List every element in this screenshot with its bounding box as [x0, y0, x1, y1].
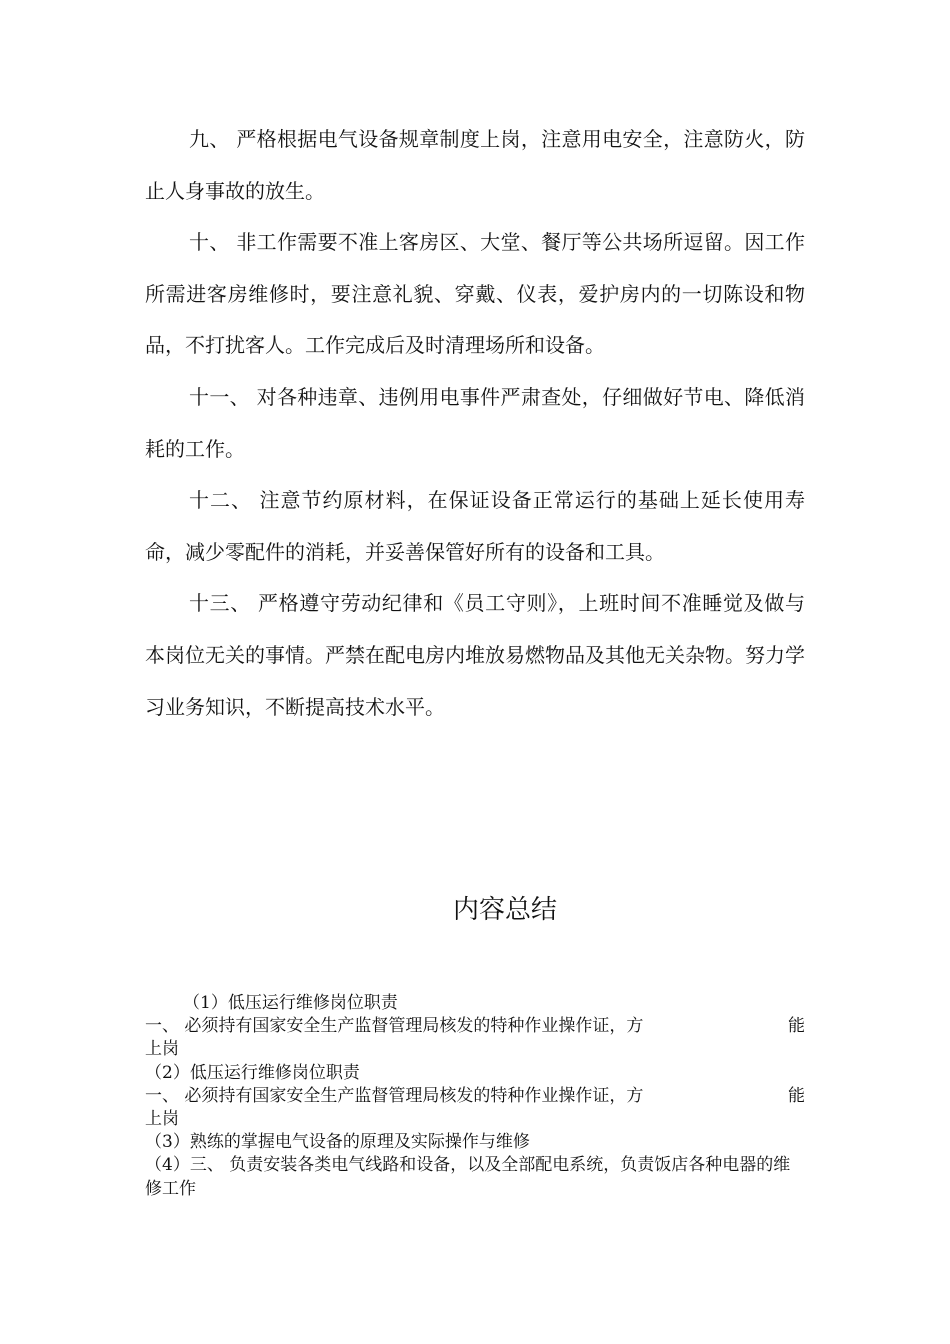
summary-section	[145, 992, 805, 1201]
summary-line-5-end: 能	[788, 1085, 805, 1106]
duty-item-11: 十一、 对各种违章、违例用电事件严肃查处，仔细做好节电、降低消耗的工作。	[145, 384, 805, 461]
summary-line-5	[145, 1085, 805, 1108]
duty-item-10: 十、 非工作需要不准上客房区、大堂、餐厅等公共场所逗留。因工作所需进客房维修时，要注意礼貌、穿戴、仪表，爱护房内的一切陈设和物品，不打扰客人。工作完成后及时清理场所和设备。	[145, 230, 805, 358]
summary-line-5-text: 一、 必须持有国家安全生产监督管理局核发的特种作业操作证，方	[145, 1085, 644, 1106]
summary-line-2-text: 一、 必须持有国家安全生产监督管理局核发的特种作业操作证，方	[145, 1016, 644, 1037]
duty-item-13: 十三、 严格遵守劳动纪律和《员工守则》，上班时间不准睡觉及做与本岗位无关的事情。严禁在配电房内堆放易燃物品及其他无关杂物。努力学习业务知识，不断提高技术水平。	[145, 591, 805, 719]
summary-line-6: 上岗	[145, 1109, 179, 1130]
summary-line-3: 上岗	[145, 1039, 179, 1060]
summary-line-1: （1）低压运行维修岗位职责	[183, 993, 398, 1013]
summary-title: 内容总结	[452, 895, 557, 925]
summary-line-2	[145, 1015, 805, 1038]
duty-item-12: 十二、 注意节约原材料，在保证设备正常运行的基础上延长使用寿命，减少零配件的消耗，并妥善保管好所有的设备和工具。	[145, 488, 805, 564]
summary-line-7: （3）熟练的掌握电气设备的原理及实际操作与维修	[145, 1132, 530, 1153]
summary-line-4: （2）低压运行维修岗位职责	[145, 1062, 360, 1083]
summary-line-2-end: 能	[788, 1016, 805, 1037]
summary-line-8: （4）三、 负责安装各类电气线路和设备，以及全部配电系统，负责饭店各种电器的维修工作	[145, 1155, 791, 1199]
duty-item-9: 九、 严格根据电气设备规章制度上岗，注意用电安全，注意防火，防止人身事故的放生。	[145, 127, 805, 203]
duty-list	[145, 114, 805, 733]
